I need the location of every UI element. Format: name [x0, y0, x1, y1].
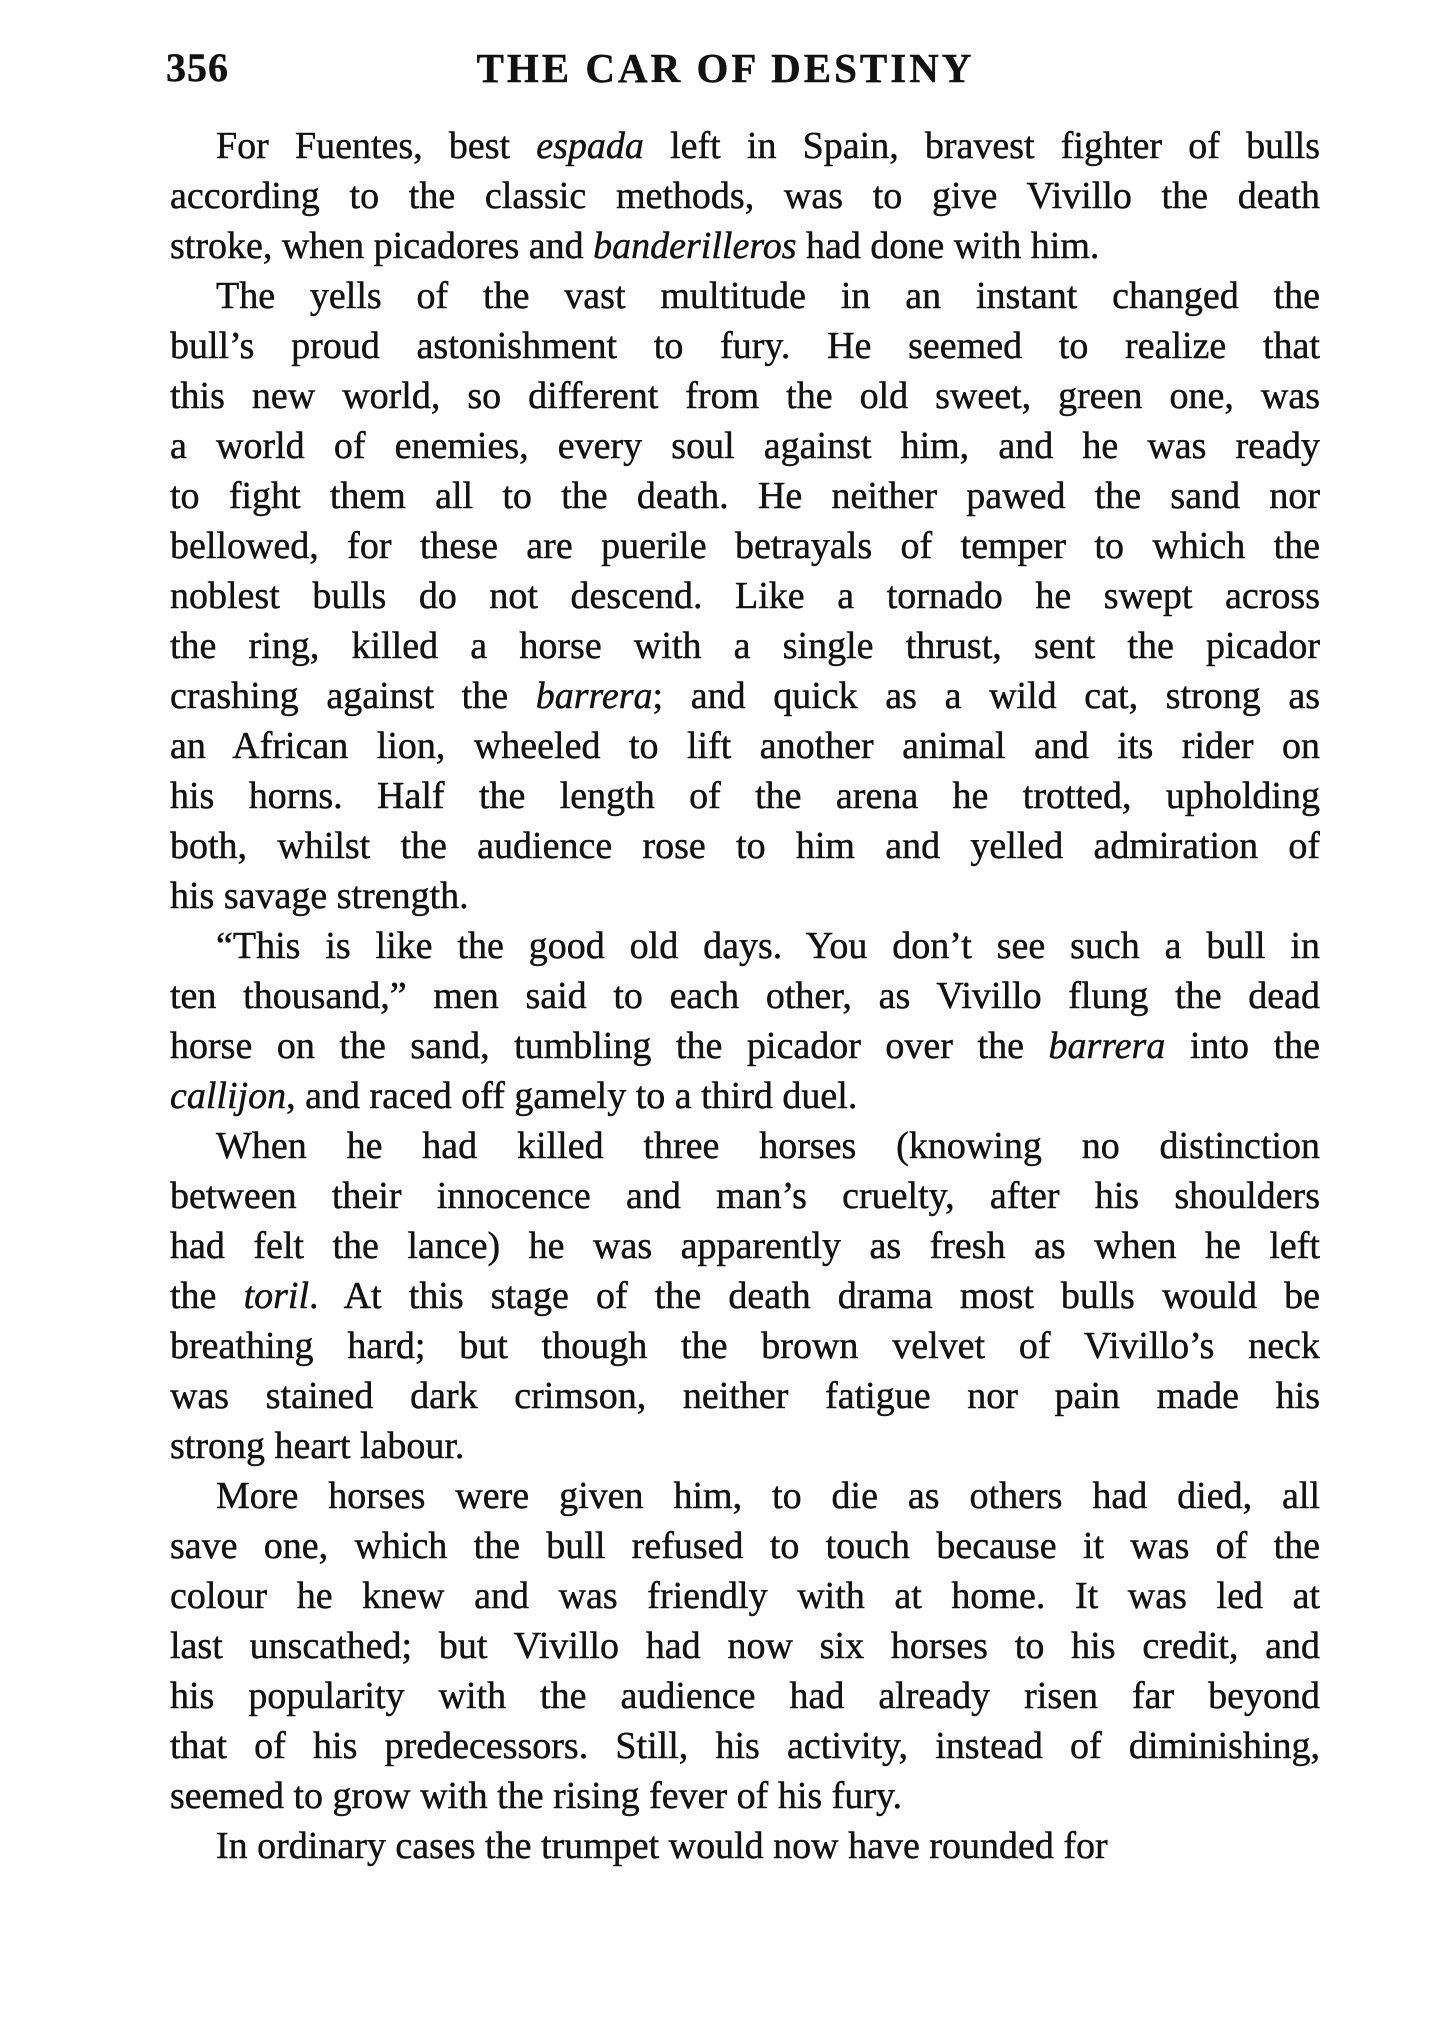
text-segment: stroke, when picadores and: [170, 225, 594, 267]
text-line: [170, 1121, 1320, 1171]
text-line: [170, 1821, 1320, 1871]
text-segment: ten thousand,” men said to each other, as Vivillo flung the dead: [170, 975, 1320, 1017]
text-line: [170, 1371, 1320, 1421]
text-line: [170, 1671, 1320, 1721]
text-segment: that of his predecessors. Still, his activity, instead of diminishing,: [170, 1725, 1320, 1767]
text-line: [170, 1521, 1320, 1571]
text-line: [170, 1621, 1320, 1671]
text-line: [170, 921, 1320, 971]
text-line: [170, 421, 1320, 471]
text-line: [170, 1271, 1320, 1321]
text-segment: The yells of the vast multitude in an instant changed the: [216, 275, 1320, 317]
text-segment: bellowed, for these are puerile betrayals of temper to which the: [170, 525, 1320, 567]
text-segment: had felt the lance) he was apparently as fresh as when he left: [170, 1225, 1320, 1267]
text-line: [170, 321, 1320, 371]
text-line: [170, 1471, 1320, 1521]
text-segment: When he had killed three horses (knowing no distinction: [216, 1125, 1320, 1167]
text-segment: bull’s proud astonishment to fury. He seemed to realize that: [170, 325, 1320, 367]
text-segment: his horns. Half the length of the arena he trotted, upholding: [170, 775, 1320, 817]
text-line: [170, 521, 1320, 571]
text-line: [170, 1171, 1320, 1221]
text-segment: according to the classic methods, was to give Vivillo the death: [170, 175, 1320, 217]
running-title: THE CAR OF DESTINY: [476, 45, 975, 91]
text-segment: into the: [1165, 1025, 1320, 1067]
text-segment: his savage strength.: [170, 875, 469, 917]
text-line: [170, 971, 1320, 1021]
text-line: [170, 121, 1320, 171]
text-segment: For Fuentes, best: [216, 125, 537, 167]
text-segment: an African lion, wheeled to lift another animal and its rider on: [170, 725, 1320, 767]
text-line: [170, 721, 1320, 771]
text-segment: strong heart labour.: [170, 1425, 465, 1467]
text-segment: , and raced off gamely to a third duel.: [286, 1075, 858, 1117]
text-line: [170, 221, 1320, 271]
text-segment: the: [170, 1275, 244, 1317]
text-line: [170, 171, 1320, 221]
text-segment: breathing hard; but though the brown velvet of Vivillo’s neck: [170, 1325, 1320, 1367]
text-segment: was stained dark crimson, neither fatigue nor pain made his: [170, 1375, 1320, 1417]
page-body: [170, 121, 1320, 1871]
text-segment: his popularity with the audience had already risen far beyond: [170, 1675, 1320, 1717]
text-line: [170, 371, 1320, 421]
text-segment: In ordinary cases the trumpet would now have rounded for: [216, 1825, 1108, 1867]
text-segment: this new world, so different from the old sweet, green one, was: [170, 375, 1320, 417]
text-segment: the ring, killed a horse with a single thrust, sent the picador: [170, 625, 1320, 667]
text-segment: colour he knew and was friendly with at home. It was led at: [170, 1575, 1320, 1617]
text-segment: left in Spain, bravest fighter of bulls: [643, 125, 1320, 167]
text-line: [170, 871, 1320, 921]
text-line: [170, 821, 1320, 871]
text-line: [170, 1071, 1320, 1121]
italic-text: espada: [536, 125, 644, 167]
text-segment: horse on the sand, tumbling the picador over the: [170, 1025, 1049, 1067]
text-segment: crashing against the: [170, 675, 536, 717]
italic-text: callijon: [170, 1075, 287, 1117]
italic-text: barrera: [535, 675, 653, 717]
text-segment: noblest bulls do not descend. Like a tornado he swept across: [170, 575, 1320, 617]
text-segment: “This is like the good old days. You don’t see such a bull in: [216, 925, 1320, 967]
page-header: [0, 46, 1451, 94]
text-segment: ; and quick as a wild cat, strong as: [652, 675, 1320, 717]
text-line: [170, 271, 1320, 321]
text-segment: both, whilst the audience rose to him and yelled admiration of: [170, 825, 1320, 867]
text-line: [170, 621, 1320, 671]
text-line: [170, 1721, 1320, 1771]
text-segment: . At this stage of the death drama most bulls would be: [309, 1275, 1320, 1317]
text-segment: a world of enemies, every soul against him, and he was ready: [170, 425, 1320, 467]
text-segment: to fight them all to the death. He neither pawed the sand nor: [170, 475, 1320, 517]
text-line: [170, 1771, 1320, 1821]
text-line: [170, 1321, 1320, 1371]
italic-text: banderilleros: [593, 225, 797, 267]
text-segment: save one, which the bull refused to touch because it was of the: [170, 1525, 1320, 1567]
italic-text: barrera: [1048, 1025, 1166, 1067]
text-segment: had done with him.: [796, 225, 1100, 267]
text-segment: seemed to grow with the rising fever of his fury.: [170, 1775, 903, 1817]
text-line: [170, 571, 1320, 621]
text-line: [170, 1421, 1320, 1471]
page-number: 356: [166, 45, 229, 90]
text-line: [170, 1571, 1320, 1621]
text-line: [170, 1021, 1320, 1071]
text-segment: More horses were given him, to die as others had died, all: [216, 1475, 1320, 1517]
text-line: [170, 771, 1320, 821]
text-line: [170, 471, 1320, 521]
text-line: [170, 1221, 1320, 1271]
text-line: [170, 671, 1320, 721]
italic-text: toril: [243, 1275, 310, 1317]
text-segment: between their innocence and man’s cruelty, after his shoulders: [170, 1175, 1320, 1217]
text-segment: last unscathed; but Vivillo had now six horses to his credit, and: [170, 1625, 1320, 1667]
